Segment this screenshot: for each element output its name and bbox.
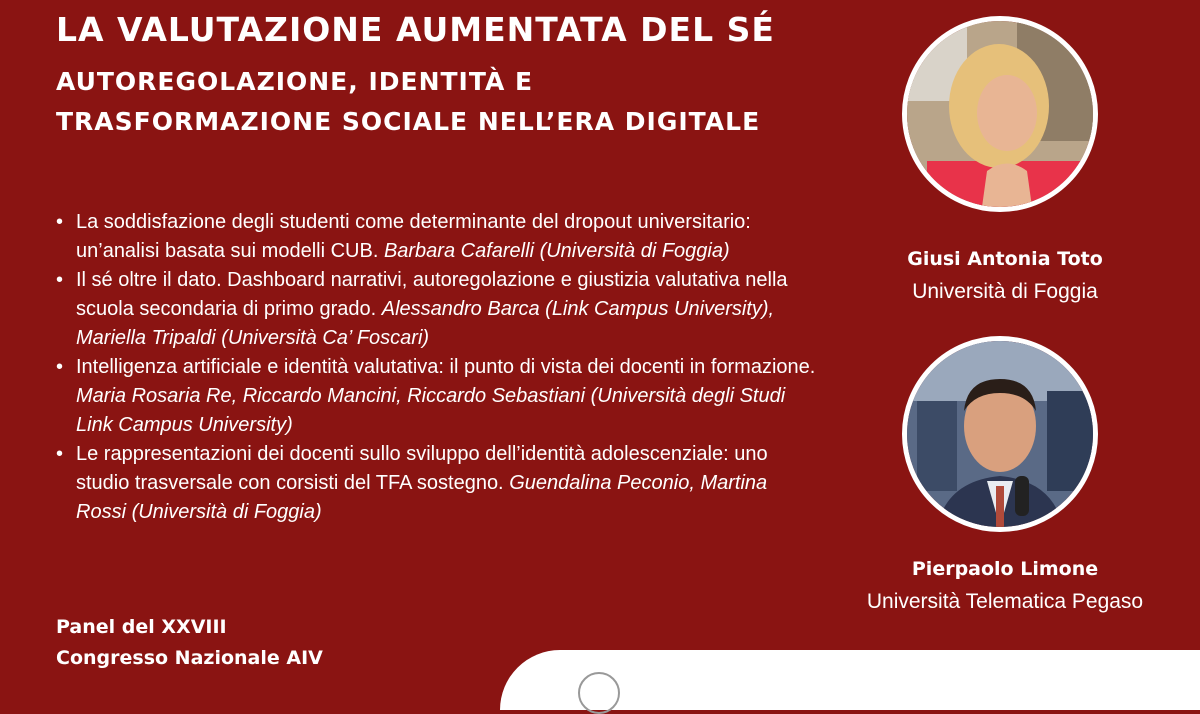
speaker-photo-1 [902, 16, 1098, 212]
list-item [56, 440, 816, 527]
speaker-1-portrait-icon [907, 21, 1093, 207]
talk-title: Il sé oltre il dato. Dashboard narrativi, autoregolazione e giustizia valutativa nella scuola secondaria di primo grado. [76, 269, 788, 320]
talk-title: La soddisfazione degli studenti come determinante del dropout universitario: un’analisi basata sui modelli CUB. [76, 211, 751, 262]
page-title: LA VALUTAZIONE AUMENTATA DEL SÉ [56, 10, 775, 49]
speaker-name-2: Pierpaolo Limone [911, 558, 1099, 580]
bullet-icon: • [56, 269, 64, 291]
bullet-icon: • [56, 356, 64, 378]
bullet-icon: • [56, 443, 64, 465]
panel-line-2: Congresso Nazionale AIV [56, 647, 323, 669]
speaker-photo-2 [902, 336, 1098, 532]
talk-authors: Guendalina Peconio, Martina Rossi (Università di Foggia) [76, 472, 768, 523]
speaker-2-portrait-icon [907, 341, 1093, 527]
panel-info [56, 612, 323, 674]
speaker-affiliation-1: Università di Foggia [912, 280, 1098, 303]
speaker-name-1: Giusi Antonia Toto [907, 248, 1103, 270]
list-item [56, 353, 816, 440]
panel-line-1: Panel del XXVIII [56, 616, 227, 638]
talk-title: Intelligenza artificiale e identità valutativa: il punto di vista dei docenti in formazione. [76, 356, 816, 378]
list-item [56, 208, 816, 266]
talk-title: Le rappresentazioni dei docenti sullo sviluppo dell’identità adolescenziale: uno studio trasversale con corsisti del TFA sostegno. [76, 443, 768, 494]
talk-authors: Maria Rosaria Re, Riccardo Mancini, Riccardo Sebastiani (Università degli Studi Link Campus University) [76, 385, 786, 436]
talk-list [56, 208, 816, 527]
talk-authors: Alessandro Barca (Link Campus University), Mariella Tripaldi (Università Ca’ Foscari) [76, 298, 775, 349]
speaker-affiliation-2: Università Telematica Pegaso [866, 590, 1144, 613]
list-item [56, 266, 816, 353]
footer-logo-icon [578, 672, 620, 714]
bullet-icon: • [56, 211, 64, 233]
talk-authors: Barbara Cafarelli (Università di Foggia) [383, 240, 730, 262]
page-subtitle: AUTOREGOLAZIONE, IDENTITÀ E TRASFORMAZIONE SOCIALE NELL’ERA DIGITALE [56, 67, 761, 136]
